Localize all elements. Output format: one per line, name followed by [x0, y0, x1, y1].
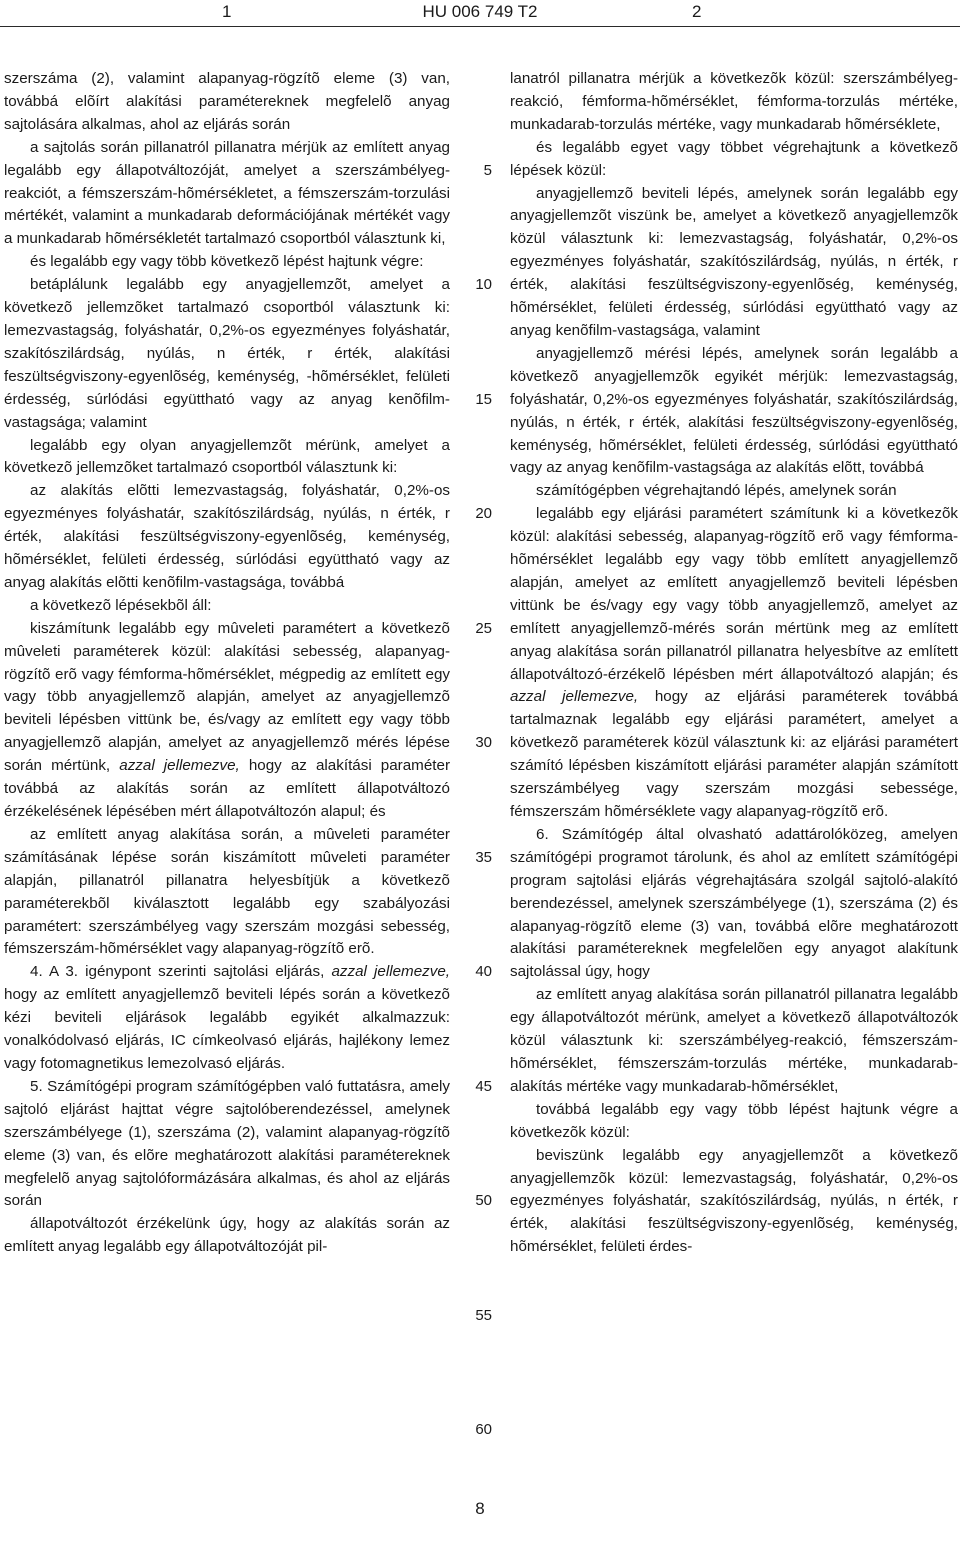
header-rule: [0, 26, 960, 27]
paragraph: anyagjellemzõ beviteli lépés, amelynek során legalább egy anyagjellemzõt viszünk be, amelyet a következõ anyagjellemzõk közül választunk ki: lemezvastagság, folyáshatár, 0,2%-os egyezményes folyáshatár, szakítószilárdság, nyúlás, n érték, r érték, alakítási feszültségviszony-egyenlõség, keménység, hõmérséklet, felületi érdesség, súrlódási együttható vagy az anyag kenõfilm-vastagsága, valamint: [510, 184, 958, 339]
paragraph: az alakítás elõtti lemezvastagság, folyáshatár, 0,2%-os egyezményes folyáshatár, szakítószilárdság, nyúlás, n érték, r érték, alakítási feszültségviszony-egyenlõség, keménység, hõmérséklet, felületi érdesség, súrlódási együttható vagy az anyag alakítás elõtti kenõfilm-vastagsága, továbbá: [4, 482, 450, 591]
line-number: 35: [475, 848, 492, 866]
paragraph: betáplálunk legalább egy anyagjellemzõt, amelyet a következõ jellemzõket tartalmazó csoportból választunk ki: lemezvastagság, folyáshatár, 0,2%-os egyezményes folyáshatár, szakítószilárdság, nyúlás, n érték, r érték, alakítási feszültségviszony-egyenlõség, keménység, -hõmérséklet, felületi érdesség, súrlódási együttható vagy az anyag kenõfilm-vastagsága; valamint: [4, 276, 450, 431]
line-number: 60: [475, 1421, 492, 1439]
paragraph: szerszáma (2), valamint alapanyag-rögzítõ eleme (3) van, továbbá elõírt alakítási paramétereknek megfelelõ anyag sajtolására alkalmas, ahol az eljárás során: [4, 70, 450, 133]
page-number-left: 1: [222, 2, 232, 21]
line-number: 5: [483, 161, 492, 179]
paragraph: 6. Számítógép által olvasható adattárolóközeg, amelyen számítógépi programot tárolunk, és ahol az említett számítógépi program sajtolási eljárás végrehajtására szolgál sajtoló-alakító berendezéssel, amelynek szerszámbélyege (1), szerszáma (2) és alapanyag-rögzítõ eleme (3) van, továbbá elõre meghatározott alakítási paramétereknek megfelelõen egy anyagot alakítunk sajtolással úgy, hogy: [510, 825, 958, 981]
left-text-column: [4, 68, 450, 1259]
paragraph: a következõ lépésekbõl áll:: [30, 596, 212, 614]
line-number: 10: [475, 276, 492, 294]
line-number: 50: [475, 1192, 492, 1210]
paragraph: beviszünk legalább egy anyagjellemzõt a következõ anyagjellemzõk közül: lemezvastagság, folyáshatár, 0,2%-os egyezményes folyáshatár, szakítószilárdság, nyúlás, n érték, r érték, alakítási feszültségviszony-egyenlõség, keménység, hõmérséklet, felületi érdes-: [510, 1146, 958, 1256]
paragraph: anyagjellemzõ mérési lépés, amelynek során legalább a következõ anyagjellemzõk egyikét mérjük: lemezvastagság, folyáshatár, 0,2%-os egyezményes folyáshatár, szakítószilárdság, nyúlás, n érték, r érték, alakítási feszültségviszony-egyenlõség, keménység, hõmérséklet, felületi érdesség, súrlódási együttható vagy az anyag kenõfilm-vastagsága az alakítás elõtt, továbbá: [510, 344, 958, 477]
paragraph: kiszámítunk legalább egy mûveleti paramétert a következõ mûveleti paraméterek közül: alakítási sebesség, alapanyag-rögzítõ erõ vagy fémforma-hõmérséklet, mégpedig az említett egy vagy több anyagjellemzõ alapján, amelyet az anyagjellemzõ beviteli lépésben vittünk be, és/vagy az említett egy vagy több anyagjellemzõ alapján, amelyet az anyagjellemzõ mérés lépése során mértünk, azzal jellemezve, hogy az alakítási paraméter továbbá az alakítás során az említett állapotváltozó érzékelésének lépésében mért állapotváltozón alapul; és: [4, 619, 450, 820]
line-number: 30: [475, 734, 492, 752]
patent-number: HU 006 749 T2: [422, 2, 538, 21]
line-number: 15: [475, 390, 492, 408]
line-number: 20: [475, 505, 492, 523]
page-header: [0, 0, 960, 26]
line-number: 40: [475, 963, 492, 981]
right-text-column: [510, 68, 958, 1259]
line-number: 25: [475, 619, 492, 637]
paragraph: 4. A 3. igénypont szerinti sajtolási eljárás, azzal jellemezve, hogy az említett anyagjellemzõ beviteli lépés során a következõ kézi beviteli eljárások legalább egyikét alkalmazzuk: vonalkódolvasó eljárás, IC címkeolvasó eljárás, hajlékony lemez vagy fotomagnetikus lemezolvasó eljárás.: [4, 963, 450, 1072]
paragraph: az említett anyag alakítása során pillanatról pillanatra legalább egy állapotváltozót mérünk, amelyet a következõ állapotváltozók közül választunk ki: szerszámbélyeg-reakció, fémszerszám-hõmérséklet, fémszerszám-torzulás mértéke, munkadarab-alakítás mértéke vagy munkadarab-hõmérséklet,: [510, 986, 958, 1095]
paragraph: állapotváltozót érzékelünk úgy, hogy az alakítás során az említett anyag legalább egy állapotváltozóját pil-: [4, 1215, 450, 1256]
paragraph: és legalább egy vagy több következõ lépést hajtunk végre:: [30, 253, 424, 271]
line-number: 45: [475, 1077, 492, 1095]
footer-page-number: 8: [475, 1499, 485, 1518]
paragraph: számítógépben végrehajtandó lépés, amelynek során: [536, 482, 897, 500]
paragraph: legalább egy eljárási paramétert számítunk ki a következõk közül: alakítási sebesség, alapanyag-rögzítõ erõ vagy fémforma-hõmérséklet legalább egy vagy több említett anyagjellemzõ alapján, amelyet az említett anyagjellemzõ beviteli lépésben vittünk be és/vagy egy vagy több anyagjellemzõ, amelyet az említett anyagjellemzõ-mérés során mértünk meg az említett anyag alakítása során pillanatról pillanatra helyesbítve az említett állapotváltozó-érzékelõ lépésben mért állapotváltozó alapján; és azzal jellemezve, hogy az eljárási paraméterek továbbá tartalmaznak legalább egy eljárási paramétert, amelyet a következõ paraméterek közül választunk ki: az eljárási paramétert számító lépésben kiszámított eljárási paraméter alapján számított szerszámbélyeg vagy szerszám mozgási sebessége, fémszerszám hõmérséklete vagy alapanyag-rögzítõ erõ.: [510, 505, 958, 820]
paragraph: az említett anyag alakítása során, a mûveleti paraméter számításának lépése során kiszámított mûveleti paraméter alapján, pillanatról pillanatra helyesbítjük a következõ paraméterekbõl kiválasztott legalább egy szabályozási paramétert: szerszámbélyeg vagy szerszám mozgási sebesség, fémszerszám-hõmérséklet vagy alapanyag-rögzítõ erõ.: [4, 825, 450, 958]
paragraph: legalább egy olyan anyagjellemzõt mérünk, amelyet a következõ jellemzõket tartalmazó csoportból választunk ki:: [4, 436, 450, 477]
page-number-right: 2: [692, 2, 702, 21]
paragraph: a sajtolás során pillanatról pillanatra mérjük az említett anyag legalább egy állapotváltozóját, amelyet a szerszámbélyeg-reakciót, a fémszerszám-hõmérsékletet, a fémszerszám-torzulási mértékét, valamint a munkadarab deformációjának mértékét vagy a munkadarab hõmérsékletét tartalmazó csoportból választunk ki,: [4, 138, 450, 248]
paragraph: továbbá legalább egy vagy több lépést hajtunk végre a következõk közül:: [510, 1100, 958, 1141]
paragraph: és legalább egyet vagy többet végrehajtunk a következõ lépések közül:: [510, 138, 958, 179]
line-number: 55: [475, 1306, 492, 1324]
paragraph: lanatról pillanatra mérjük a következõk közül: szerszámbélyeg-reakció, fémforma-hõmérséklet, fémforma-torzulás mértéke, munkadarab-torzulás mértéke, vagy munkadarab hõmérséklete,: [510, 70, 958, 133]
paragraph: 5. Számítógépi program számítógépben való futtatásra, amely sajtoló eljárást hajttat végre sajtolóberendezéssel, amelynek szerszámbélyege (1), szerszáma (2), valamint alapanyag-rögzítõ eleme (3) van, és elõre meghatározott alakítási paramétereknek megfelelõ anyag sajtolóformázására alkalmas, és ahol az eljárás során: [4, 1077, 450, 1210]
